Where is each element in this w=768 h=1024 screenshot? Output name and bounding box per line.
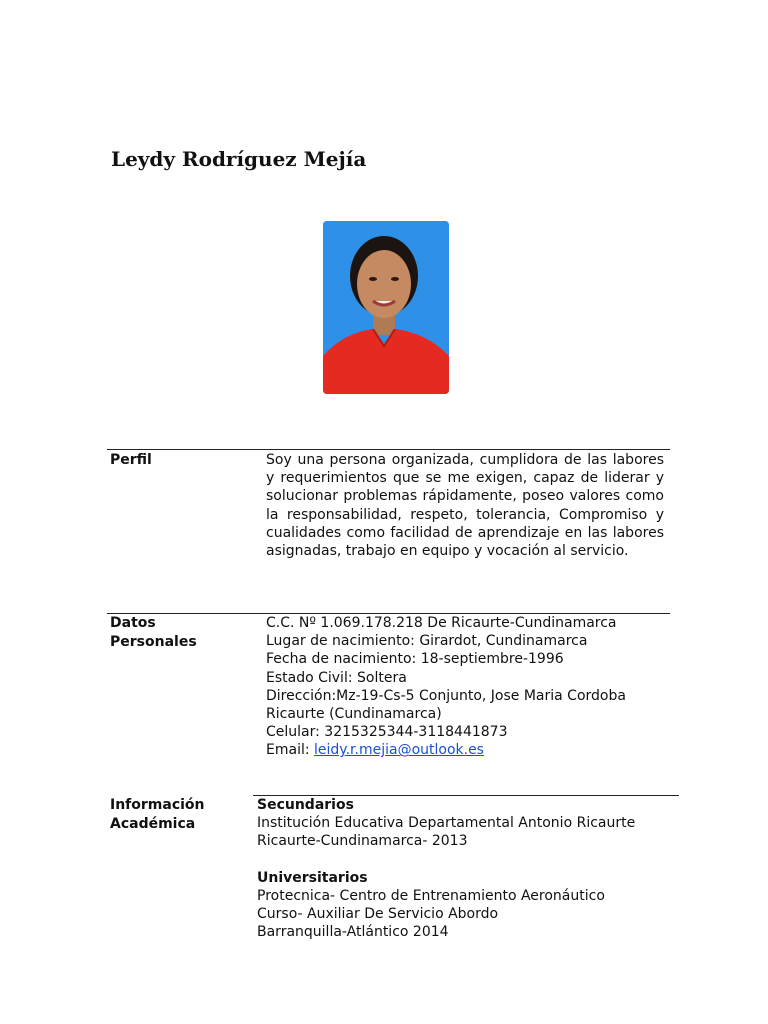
universitarios-title: Universitarios (257, 869, 368, 886)
secundarios-location-year: Ricaurte-Cundinamarca- 2013 (257, 833, 468, 850)
spacer (257, 851, 677, 869)
datos-label-line2: Personales (110, 633, 197, 650)
datos-label-line1: Datos (110, 615, 156, 631)
universitarios-course: Curso- Auxiliar De Servicio Abordo (257, 906, 499, 923)
academica-label-line2: Académica (110, 815, 196, 832)
email-label: Email: (266, 742, 315, 759)
profile-photo (323, 221, 449, 394)
academica-label (110, 796, 205, 833)
address-line: Dirección:Mz-19-Cs-5 Conjunto, Jose Maria Cordoba (266, 687, 626, 704)
datos-personales-list (266, 614, 666, 760)
email-link[interactable]: leidy.r.mejia@outlook.es (314, 742, 484, 759)
birthplace-line: Lugar de nacimiento: Girardot, Cundinamarca (266, 633, 588, 650)
phone-line: Celular: 3215325344-3118441873 (266, 724, 508, 741)
email-line (266, 741, 666, 759)
perfil-label: Perfil (110, 452, 152, 468)
secundarios-school: Institución Educativa Departamental Antonio Ricaurte (257, 815, 636, 832)
divider-perfil (107, 449, 670, 450)
academica-content (257, 796, 677, 941)
civil-status-line: Estado Civil: Soltera (266, 669, 407, 686)
cedula-line: C.C. Nº 1.069.178.218 De Ricaurte-Cundinamarca (266, 615, 617, 631)
universitarios-location-year: Barranquilla-Atlántico 2014 (257, 924, 449, 941)
perfil-text: Soy una persona organizada, cumplidora de las labores y requerimientos que se me exigen, capaz de liderar y solucionar problemas rápidamente, poseo valores como la responsabilidad, respeto, tolerancia, Compromiso y cualidades como facilidad de aprendizaje en las labores asignadas, trabajo en equipo y vocación al servicio. (266, 452, 664, 560)
secundarios-title: Secundarios (257, 797, 354, 813)
address-city-line: Ricaurte (Cundinamarca) (266, 706, 442, 723)
portrait-image (323, 221, 449, 394)
birthdate-line: Fecha de nacimiento: 18-septiembre-1996 (266, 651, 564, 668)
candidate-name: Leydy Rodríguez Mejía (111, 147, 367, 171)
datos-label (110, 614, 197, 651)
academica-label-line1: Información (110, 797, 205, 813)
universitarios-institution: Protecnica- Centro de Entrenamiento Aeronáutico (257, 887, 605, 904)
